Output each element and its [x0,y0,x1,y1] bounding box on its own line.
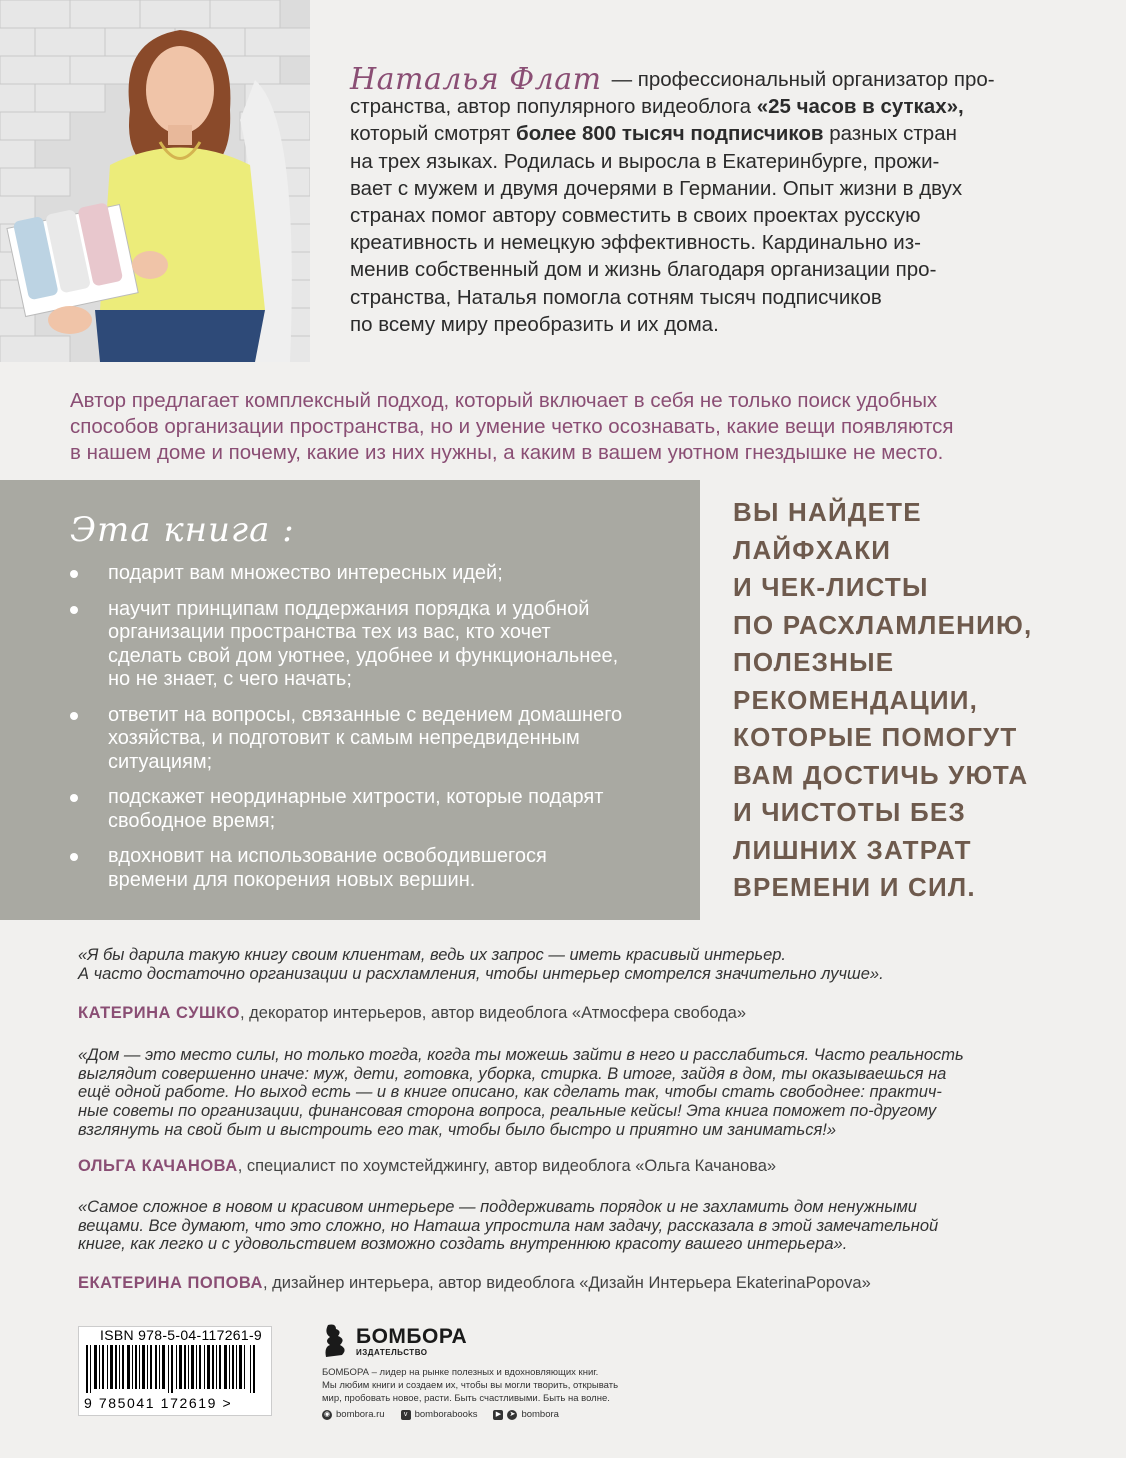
bio-line: на трех языках. Родилась и выросла в Екатеринбурге, прожи- [350,149,940,173]
book-benefits-heading: Эта книга : [70,510,295,550]
social-label: bomborabooks [414,1409,478,1420]
benefit-item [70,704,690,775]
benefit-text: времени для покорения новых вершин. [108,868,476,891]
callout-line: ЛИШНИХ ЗАТРАТ [733,834,972,865]
benefit-text: подарит вам множество интересных идей; [108,562,503,584]
author-role: , дизайнер интерьера, автор видеоблога «Дизайн Интерьера EkaterinaPopova» [262,1274,871,1292]
callout-line: РЕКОМЕНДАЦИИ, [733,684,979,715]
social-link-site[interactable] [322,1409,385,1420]
benefit-text: вдохновит на использование освободившегося [108,845,547,867]
intro-line: способов организации пространства, но и умение четко осознавать, какие вещи появляются [70,415,954,438]
bio-line [350,93,1030,120]
subscribers-count: более 800 тысяч подписчиков [516,122,824,146]
benefit-text: подскажет неординарные хитрости, которые подарят [108,786,604,808]
bullet-icon [70,570,78,578]
benefit-text: но не знает, с чего начать; [108,668,352,690]
isbn-label: ISBN 978-5-04-117261-9 [100,1327,262,1343]
benefit-item [70,845,690,892]
quote-line: книге, как легко и с удовольствием возможно создать внутреннюю красоту вашего интерьера». [78,1235,848,1254]
bio-line [350,62,1030,97]
author-bio [350,62,1030,338]
bio-line: по всему миру преобразить и их дома. [350,312,719,336]
quote-line: А часто достаточно организации и расхламления, чтобы интерьер смотрелся значительно лучше». [78,964,884,983]
benefit-text: хозяйства, и подготовит к самым непредвиденным [108,727,580,749]
author-photo [0,0,310,362]
quote-line: ещё одной работе. Но выход есть — и в книге описано, как сделать так, чтобы стать свободнее: практич- [78,1083,942,1102]
bio-text: разных стран [823,122,957,146]
bio-text: — профессиональный организатор про- [611,68,995,91]
blog-title: «25 часов в сутках», [756,95,964,119]
benefit-item [70,562,690,586]
bio-line: странах помог автору совместить в своих проектах русскую [350,204,921,228]
bullet-icon [70,794,78,802]
quote-line: выглядит совершенно иначе: муж, дети, готовка, уборка, стирка. В итоге, зайдя в дом, ты оказываешься на [78,1064,947,1083]
vk-icon: v [401,1410,411,1420]
publisher-logo [322,1323,467,1359]
author-role: , специалист по хоумстейджингу, автор видеоблога «Ольга Качанова» [237,1157,777,1175]
callout-line: ЛАЙФХАКИ [733,534,892,565]
bombora-logo-icon [322,1323,348,1359]
review-quote [78,1198,1078,1254]
quote-line: вещами. Все думают, что это сложно, но Наташа упростила нам задачу, рассказала в этой замечательной [78,1216,939,1235]
callout-line: ПО РАСХЛАМЛЕНИЮ, [733,609,1033,640]
barcode-icon [84,1345,264,1393]
callout-line: И ЧЕК-ЛИСТЫ [733,572,929,602]
intro-line: в нашем доме и почему, какие из них нужны, а каким в вашем уютном гнездышке не место. [70,441,944,464]
barcode-number: 9 785041 172619 > [84,1395,233,1411]
benefit-text: сделать свой дом уютнее, удобнее и функциональнее, [108,644,619,667]
bullet-icon [70,712,78,720]
callout-line: ВРЕМЕНИ И СИЛ. [733,872,976,902]
benefit-text: научит принципам поддержания порядка и удобной [108,597,590,620]
publisher-desc-line: мир, пробовать новое, расти. Быть счастливыми. Быть на волне. [322,1393,610,1404]
benefit-item [70,598,690,692]
callout-line: ПОЛЕЗНЫЕ [733,647,895,677]
callout-line: И ЧИСТОТЫ БЕЗ [733,797,966,827]
bio-line: странства, Наталья помогла сотням тысяч подписчиков [350,285,882,309]
author-name: ЕКАТЕРИНА ПОПОВА [78,1274,263,1292]
social-label: bombora [521,1409,559,1420]
social-link-vk[interactable] [401,1409,478,1420]
quote-line: «Я бы дарила такую книгу своим клиентам, ведь их запрос — иметь красивый интерьер. [78,946,787,964]
quote-line: «Самое сложное в новом и красивом интерьере — поддерживать порядок и не захламить дом ненужными [78,1198,917,1216]
publisher-name: БОМБОРА [356,1324,468,1348]
callout-line: ВЫ НАЙДЕТЕ [733,497,922,527]
intro-paragraph [70,388,1060,466]
review-author [78,1004,746,1023]
review-quote [78,1046,1078,1140]
benefit-text: ситуациям; [108,750,213,773]
bullet-icon [70,853,78,861]
publisher-desc-line: Мы любим книги и создаем их, чтобы вы могли творить, открывать [322,1380,619,1391]
telegram-icon: ➤ [507,1410,517,1420]
youtube-icon: ▶ [493,1410,503,1420]
review-quote [78,946,1078,983]
social-link-telegram[interactable] [493,1409,559,1420]
callout-line: КОТОРЫЕ ПОМОГУТ [733,722,1018,752]
publisher-socials [322,1409,559,1420]
globe-icon: ◉ [323,1410,331,1418]
benefits-list [70,562,690,904]
author-name-signature: Наталья Флат [350,62,602,97]
bio-text: странства, автор популярного видеоблога [350,95,757,119]
review-author [78,1274,871,1293]
bullet-icon [70,606,78,614]
bio-line: креативность и немецкую эффективность. Кардинально из- [350,231,921,255]
author-role: , декоратор интерьеров, автор видеоблога «Атмосфера свобода» [239,1004,747,1022]
benefit-text: организации пространства тех из вас, кто хочет [108,621,551,643]
quote-line: взглянуть на свой быт и выстроить его так, чтобы было быстро и приятно им заниматься!» [78,1120,837,1139]
callout-line: ВАМ ДОСТИЧЬ УЮТА [733,759,1029,790]
review-author [78,1157,776,1176]
publisher-description [322,1366,618,1405]
bio-line [350,120,1030,147]
benefit-text: свободное время; [108,809,276,832]
quote-line: ные советы по организации, финансовая сторона вопроса, реальные кейсы! Эта книга поможет по-другому [78,1102,937,1121]
book-benefits-panel [0,480,700,920]
author-name: КАТЕРИНА СУШКО [78,1004,240,1022]
publisher-desc-line: БОМБОРА – лидер на рынке полезных и вдохновляющих книг. [322,1367,599,1378]
bio-line: вает с мужем и двумя дочерями в Германии. Опыт жизни в двух [350,176,963,200]
bio-line: менив собственный дом и жизнь благодаря организации про- [350,258,937,282]
social-label: bombora.ru [336,1409,385,1420]
benefit-text: ответит на вопросы, связанные с ведением домашнего [108,703,623,726]
publisher-sub: ИЗДАТЕЛЬСТВО [356,1347,428,1357]
intro-line: Автор предлагает комплексный подход, который включает в себя не только поиск удобных [70,389,938,412]
bio-text: который смотрят [350,122,517,146]
callout-text [733,494,1032,907]
quote-line: «Дом — это место силы, но только тогда, когда ты можешь зайти в него и расслабиться. Часто реальность [78,1046,964,1064]
author-name: ОЛЬГА КАЧАНОВА [78,1157,238,1175]
benefit-item [70,786,690,833]
